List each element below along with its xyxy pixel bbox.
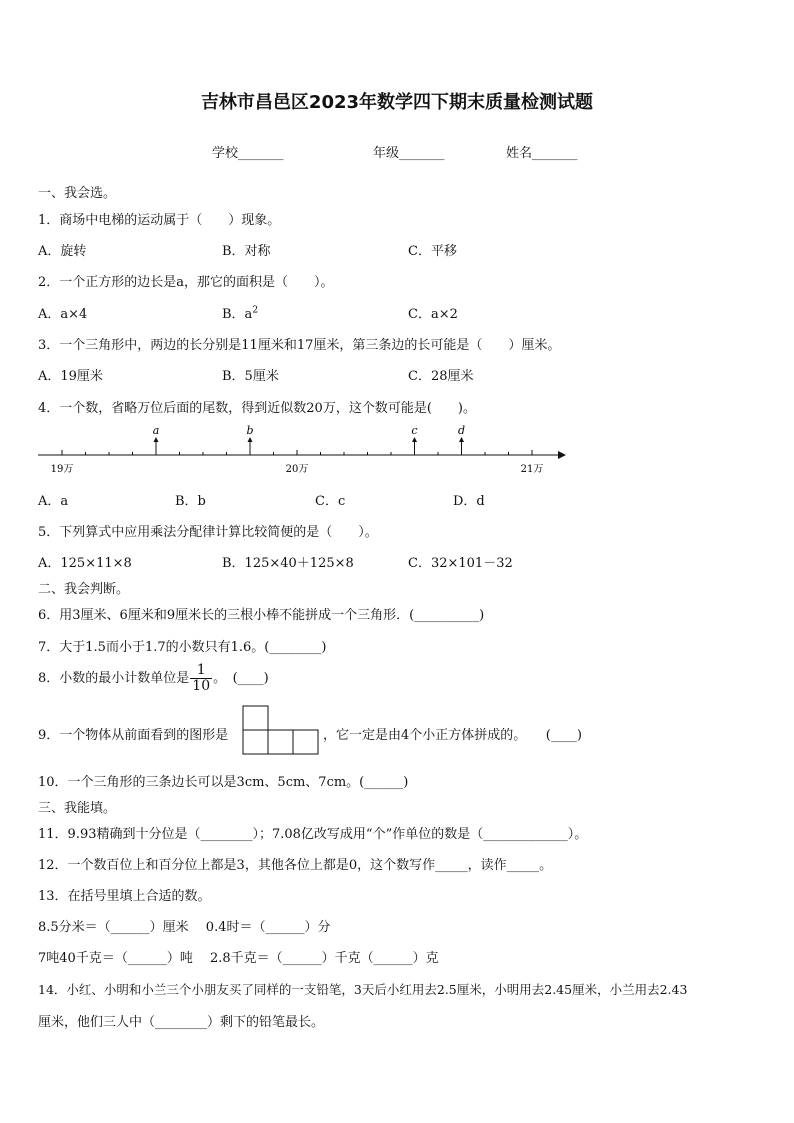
q2-option-b-exponent: 2 <box>252 305 259 316</box>
question-11: 11．9.93精确到十分位是（________）；7.08亿改写成用“个”作单位的数是（_____________）。 <box>38 827 588 842</box>
grade-field: 年级_______ <box>373 146 445 161</box>
q13-line-1: 8.5分米＝（______）厘米 0.4时＝（______）分 <box>38 920 331 935</box>
q9-square-1 <box>243 730 268 754</box>
q3-option-b: B．5厘米 <box>222 369 279 384</box>
question-3: 3．一个三角形中，两边的长分别是11厘米和17厘米，第三条边的长可能是（ ）厘米。 <box>38 338 561 353</box>
q9-square-3 <box>293 730 318 754</box>
name-field: 姓名_______ <box>506 146 578 161</box>
section-3-heading: 三、我能填。 <box>38 801 117 816</box>
q2-option-b: B．$a^2$ <box>222 305 259 322</box>
number-line <box>30 418 575 480</box>
q5-option-b: B．125×40＋125×8 <box>222 556 354 571</box>
question-5: 5．下列算式中应用乘法分配律计算比较简便的是（ ）。 <box>38 525 378 540</box>
number-line-label-19: 19万 <box>50 464 74 475</box>
q4-option-a: A．a <box>38 494 69 509</box>
question-9-text-before: 9．一个物体从前面看到的图形是 <box>38 728 229 743</box>
question-14-line-1: 14．小红、小明和小兰三个小朋友买了同样的一支铅笔，3天后小红用去2.5厘米，小明用去2.45厘米，小兰用去2.43 <box>38 982 688 997</box>
q8-text-before: 8．小数的最小计数单位是 <box>38 671 190 686</box>
number-line-point-d <box>458 424 465 455</box>
q1-option-c: C．平移 <box>408 244 457 259</box>
school-field: 学校_______ <box>212 146 284 161</box>
q8-fraction-numerator: 1 <box>190 663 212 679</box>
question-4: 4．一个数，省略万位后面的尾数，得到近似数20万，这个数可能是( )。 <box>38 401 476 416</box>
question-8 <box>38 663 269 694</box>
q1-option-a: A．旋转 <box>38 244 87 259</box>
q2-option-c: C．a×2 <box>408 307 458 322</box>
q9-square-top <box>243 706 268 730</box>
question-13: 13．在括号里填上合适的数。 <box>38 889 211 904</box>
number-line-point-c <box>411 424 417 455</box>
page-title: 吉林市昌邑区2023年数学四下期末质量检测试题 <box>200 92 594 113</box>
section-1-heading: 一、我会选。 <box>38 186 117 201</box>
q4-option-c: C．c <box>315 494 346 509</box>
q4-option-d: D．d <box>453 494 485 509</box>
q9-square-2 <box>268 730 293 754</box>
number-line-point-label: a <box>152 424 160 437</box>
q3-option-c: C．28厘米 <box>408 369 474 384</box>
number-line-label-20: 20万 <box>285 464 309 475</box>
q3-option-a: A．19厘米 <box>38 369 103 384</box>
q9-front-view-figure <box>242 705 322 757</box>
q8-text-after: 。 (____) <box>213 671 269 686</box>
q8-fraction <box>190 663 212 694</box>
q5-option-c: C．32×101－32 <box>408 556 513 571</box>
question-12: 12．一个数百位上和百分位上都是3，其他各位上都是0，这个数写作_____，读作_____。 <box>38 858 553 873</box>
q5-option-a: A．125×11×8 <box>38 556 132 571</box>
question-9-text-after: ，它一定是由4个小正方体拼成的。 (____) <box>323 728 582 743</box>
number-line-point-label: c <box>411 424 418 437</box>
number-line-point-label: b <box>246 424 254 437</box>
q4-option-b: B．b <box>175 494 206 509</box>
number-line-label-21: 21万 <box>520 464 544 475</box>
question-7: 7．大于1.5而小于1.7的小数只有1.6。(________) <box>38 640 327 655</box>
q2-option-a: A．a×4 <box>38 307 88 322</box>
question-2: 2．一个正方形的边长是a，那它的面积是（ ）。 <box>38 275 334 290</box>
number-line-point-label: d <box>457 424 466 437</box>
number-line-points <box>153 424 465 455</box>
q13-line-2: 7吨40千克＝（______）吨 2.8千克＝（______）千克（______）克 <box>38 951 439 966</box>
question-1: 1．商场中电梯的运动属于（ ）现象。 <box>38 213 281 228</box>
question-10: 10．一个三角形的三条边长可以是3cm、5cm、7cm。(______) <box>38 775 409 790</box>
section-2-heading: 二、我会判断。 <box>38 582 130 597</box>
number-line-point-b <box>246 424 253 455</box>
question-14-line-2: 厘米，他们三人中（________）剩下的铅笔最长。 <box>38 1015 325 1030</box>
number-line-arrow <box>558 451 566 459</box>
q1-option-b: B．对称 <box>222 244 271 259</box>
number-line-point-a <box>153 424 160 455</box>
q8-fraction-denominator: 10 <box>192 678 211 694</box>
question-6: 6．用3厘米、6厘米和9厘米长的三根小棒不能拼成一个三角形．(__________) <box>38 608 485 623</box>
